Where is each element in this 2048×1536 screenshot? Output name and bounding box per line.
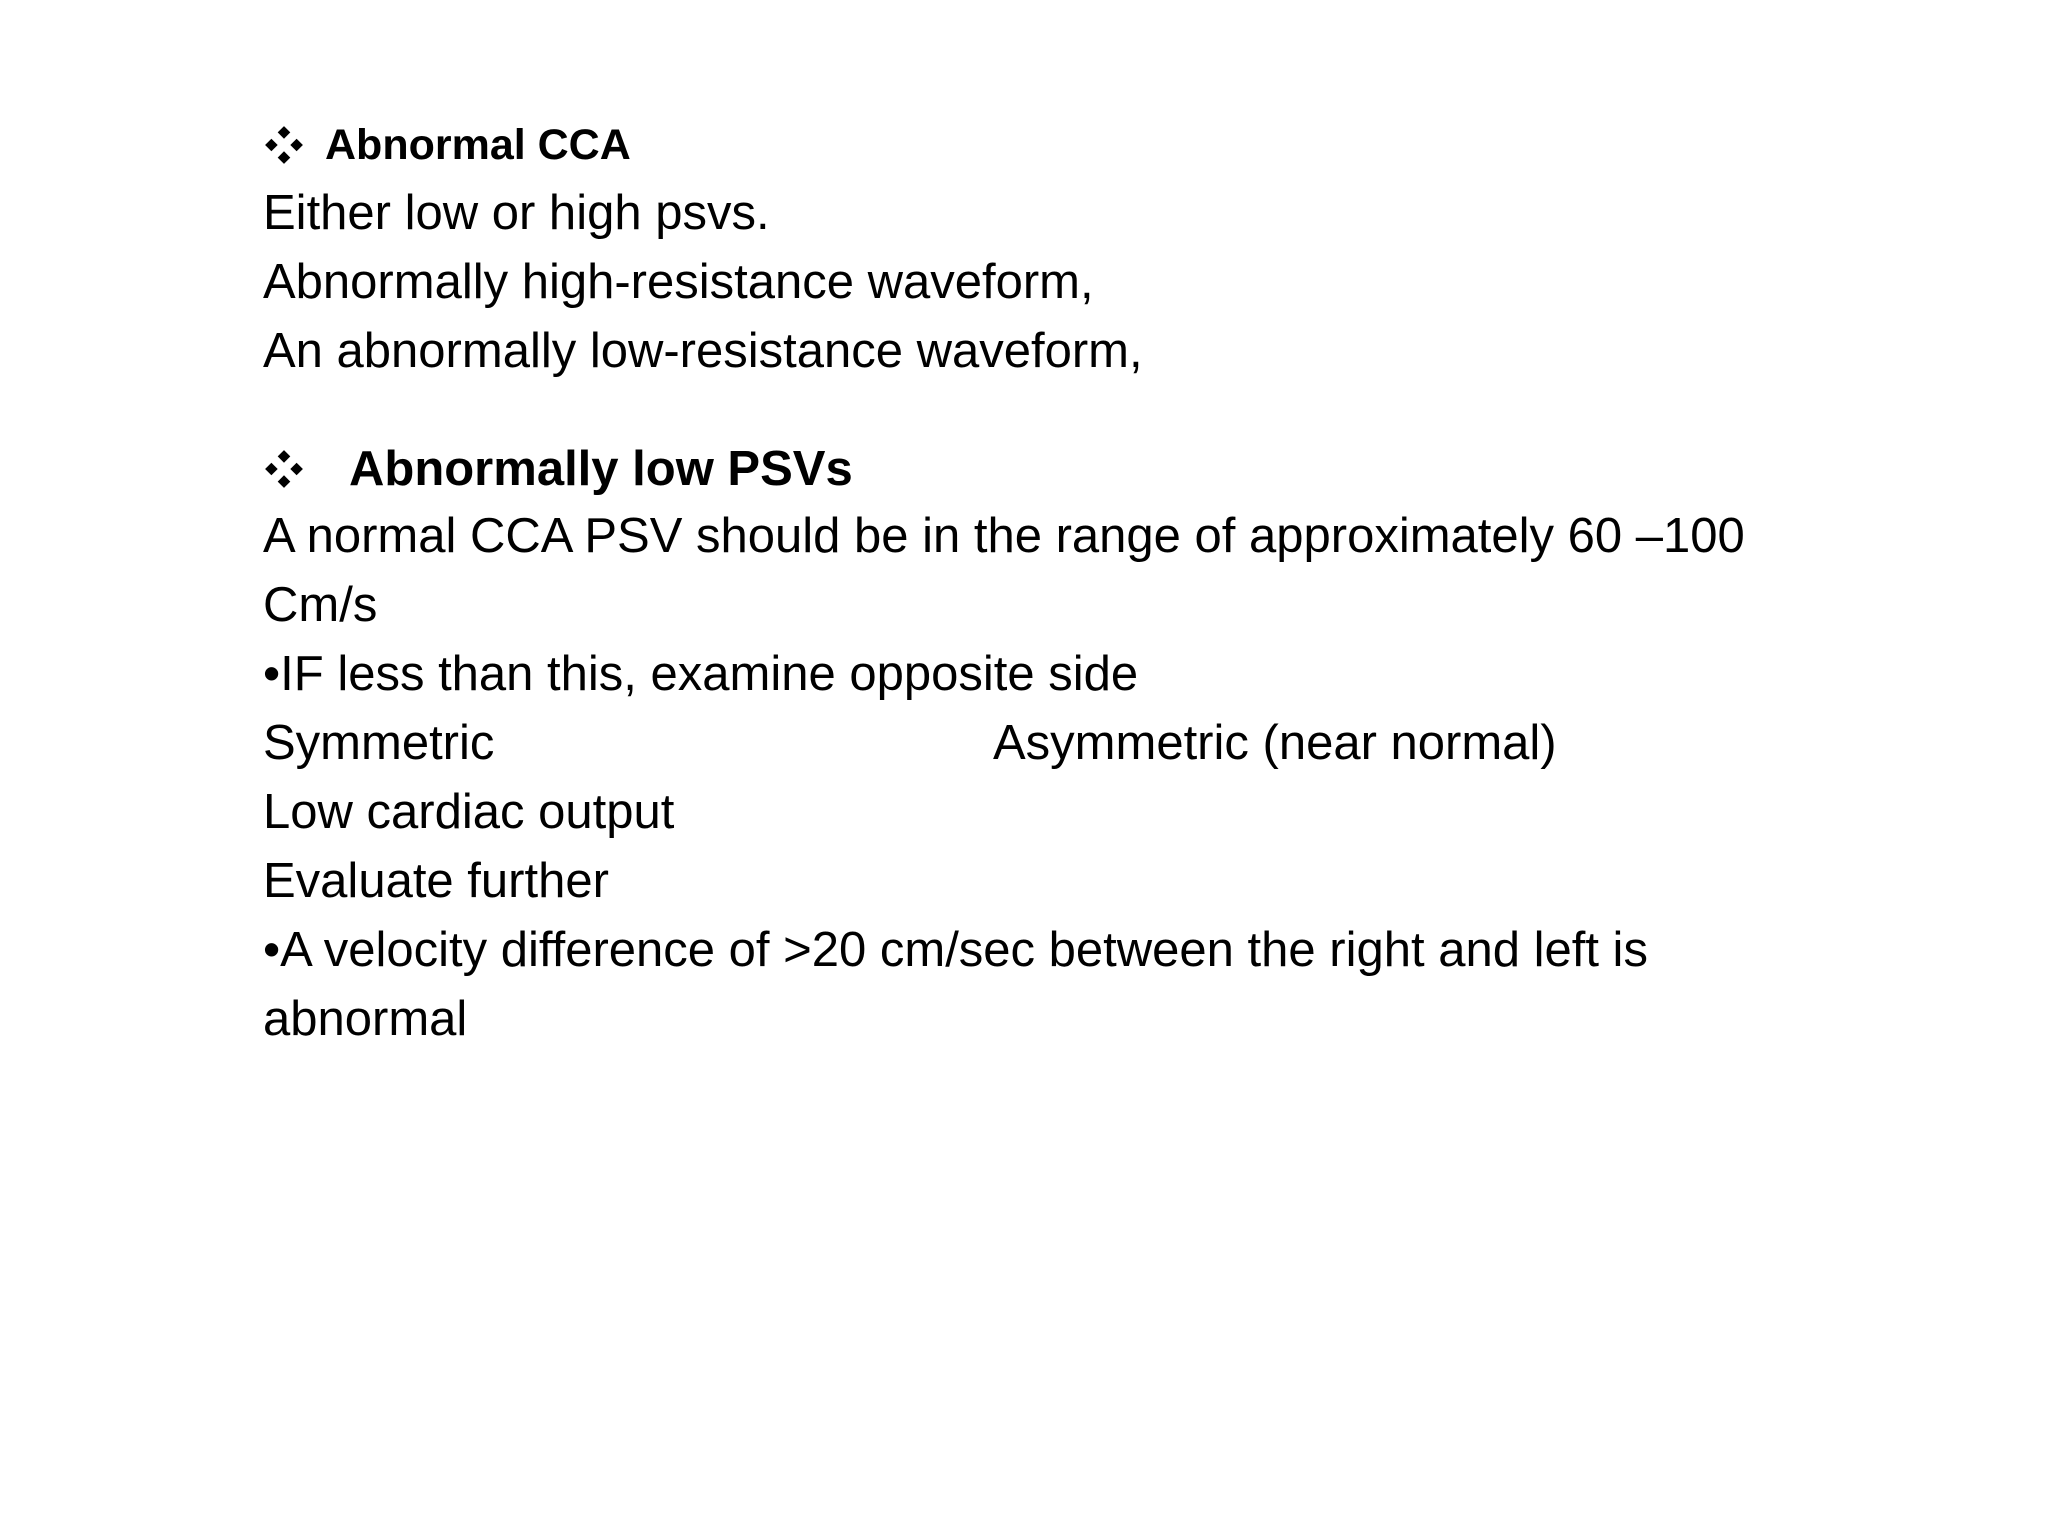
column-left-symmetric: Symmetric (263, 716, 495, 770)
body-line: Either low or high psvs. (263, 186, 770, 240)
body-line: A normal CCA PSV should be in the range of approximately 60 –100 (263, 509, 1745, 563)
section-heading-abnormal-cca (263, 116, 631, 174)
four-diamond-bullet-icon (263, 124, 305, 166)
four-diamond-bullet-icon (263, 448, 305, 490)
body-line: Abnormally high-resistance waveform, (263, 255, 1094, 309)
body-line: abnormal (263, 992, 468, 1046)
bullet-line: •IF less than this, examine opposite side (263, 647, 1139, 701)
section-heading-abnormally-low-psvs (263, 436, 853, 502)
body-line: Low cardiac output (263, 785, 675, 839)
section-heading-text: Abnormal CCA (325, 120, 631, 169)
section-heading-text: Abnormally low PSVs (349, 442, 853, 496)
body-line: Evaluate further (263, 854, 609, 908)
body-line: Cm/s (263, 578, 378, 632)
bullet-line: •A velocity difference of >20 cm/sec between the right and left is (263, 923, 1648, 977)
body-line: An abnormally low-resistance waveform, (263, 324, 1143, 378)
column-right-asymmetric: Asymmetric (near normal) (993, 716, 1557, 770)
two-column-line (263, 710, 1763, 776)
